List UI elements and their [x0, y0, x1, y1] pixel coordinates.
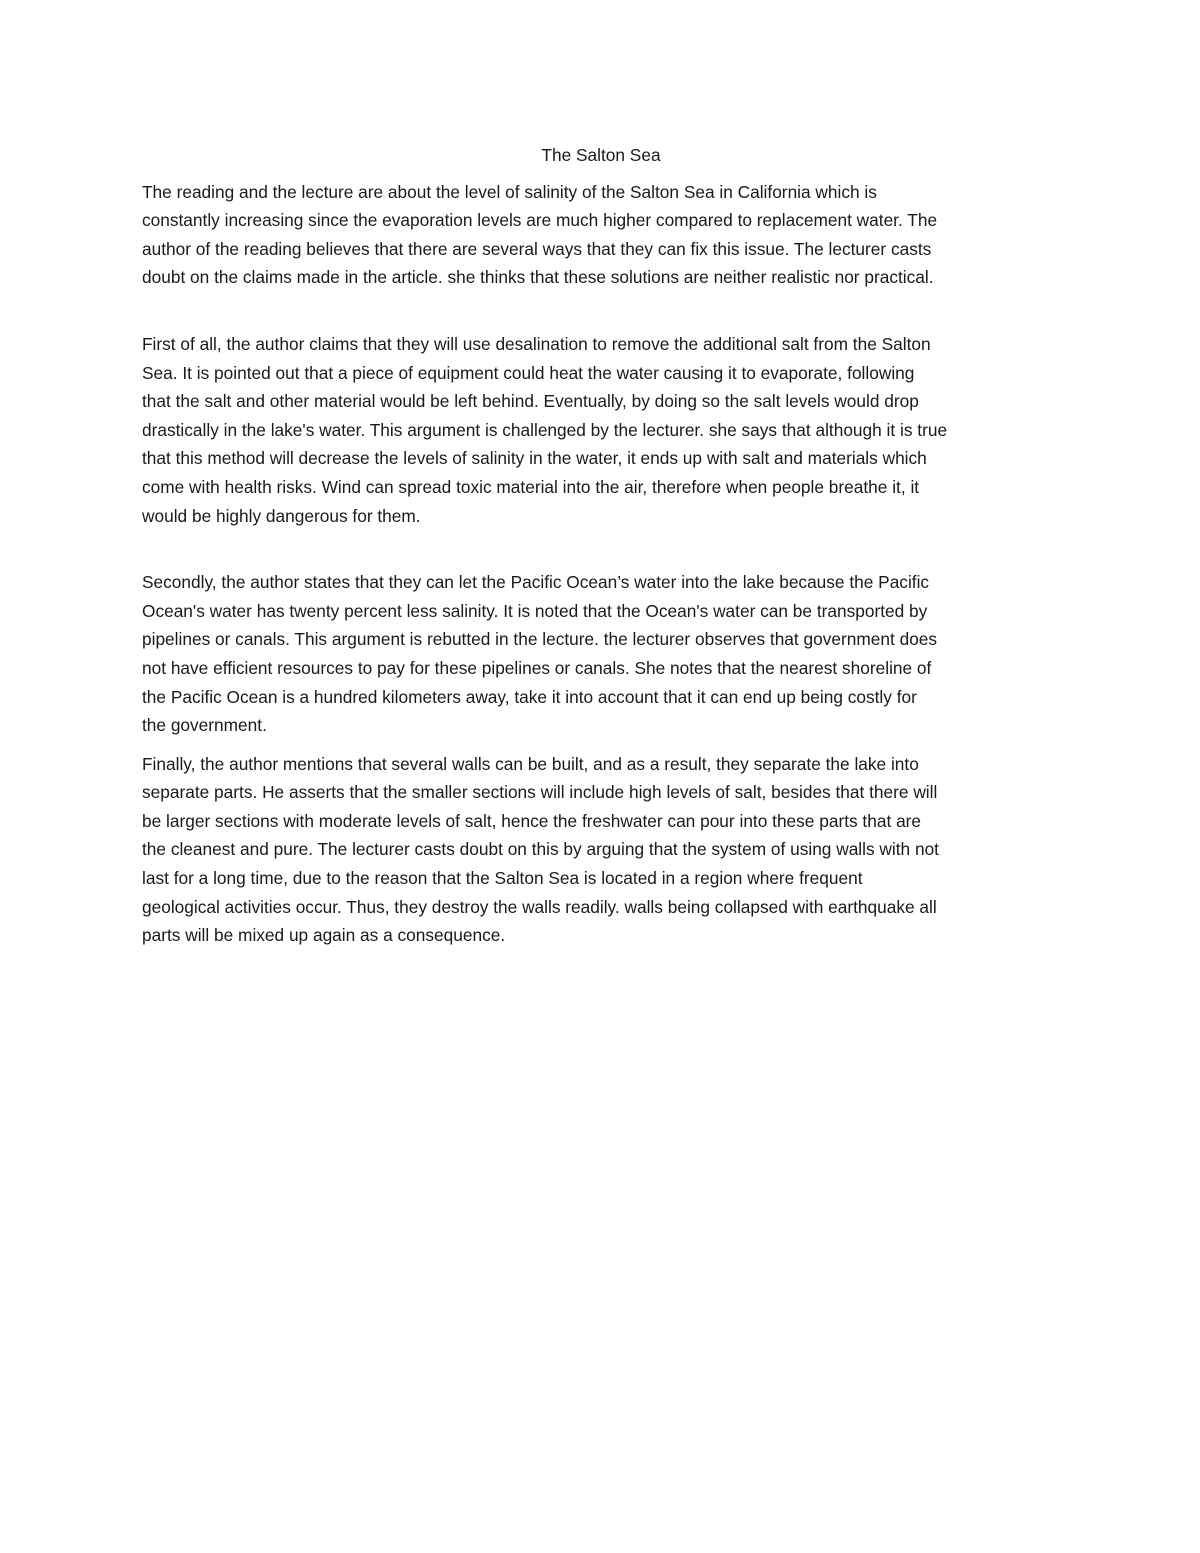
text-line: parts will be mixed up again as a consequence.	[142, 925, 506, 946]
text-line: Sea. It is pointed out that a piece of equipment could heat the water causing it to evaporate, following	[142, 362, 915, 383]
document-title: The Salton Sea	[541, 145, 661, 165]
paragraph-first-point	[142, 330, 1060, 530]
text-line: the cleanest and pure. The lecturer casts doubt on this by arguing that the system of using walls with not	[142, 839, 939, 860]
text-line: last for a long time, due to the reason that the Salton Sea is located in a region where frequent	[142, 868, 863, 889]
document-body	[142, 141, 1060, 960]
text-line: Finally, the author mentions that several walls can be built, and as a result, they separate the lake into	[142, 753, 919, 774]
text-line: doubt on the claims made in the article. she thinks that these solutions are neither realistic nor practical.	[142, 267, 934, 288]
text-line: author of the reading believes that there are several ways that they can fix this issue. The lecturer casts	[142, 238, 932, 259]
text-line: constantly increasing since the evaporation levels are much higher compared to replacement water. The	[142, 210, 938, 231]
text-line: the Pacific Ocean is a hundred kilometers away, take it into account that it can end up being costly for	[142, 686, 917, 707]
text-line: drastically in the lake's water. This argument is challenged by the lecturer. she says that although it is true	[142, 419, 948, 440]
paragraph-third-point	[142, 750, 1060, 950]
text-line: pipelines or canals. This argument is rebutted in the lecture. the lecturer observes that government does	[142, 629, 938, 650]
text-line: be larger sections with moderate levels of salt, hence the freshwater can pour into these parts that are	[142, 810, 922, 831]
text-line: that this method will decrease the levels of salinity in the water, it ends up with salt and materials which	[142, 448, 927, 469]
text-line: geological activities occur. Thus, they destroy the walls readily. walls being collapsed with earthquake all	[142, 896, 937, 917]
paragraph-second-point	[142, 568, 1060, 740]
text-line: First of all, the author claims that they will use desalination to remove the additional salt from the Salton	[142, 333, 931, 354]
text-line: Secondly, the author states that they can let the Pacific Ocean’s water into the lake because the Pacific	[142, 572, 930, 593]
text-line: not have efficient resources to pay for these pipelines or canals. She notes that the nearest shoreline of	[142, 657, 932, 678]
text-line: the government.	[142, 715, 267, 736]
text-line: would be highly dangerous for them.	[142, 505, 421, 526]
text-line: Ocean's water has twenty percent less salinity. It is noted that the Ocean's water can be transported by	[142, 600, 928, 621]
text-line: that the salt and other material would be left behind. Eventually, by doing so the salt levels would drop	[142, 391, 919, 412]
text-line: The reading and the lecture are about the level of salinity of the Salton Sea in California which is	[142, 181, 877, 202]
text-line: come with health risks. Wind can spread toxic material into the air, therefore when people breathe it, it	[142, 476, 920, 497]
text-line: separate parts. He asserts that the smaller sections will include high levels of salt, besides that there will	[142, 782, 938, 803]
paragraph-introduction	[142, 178, 1060, 292]
